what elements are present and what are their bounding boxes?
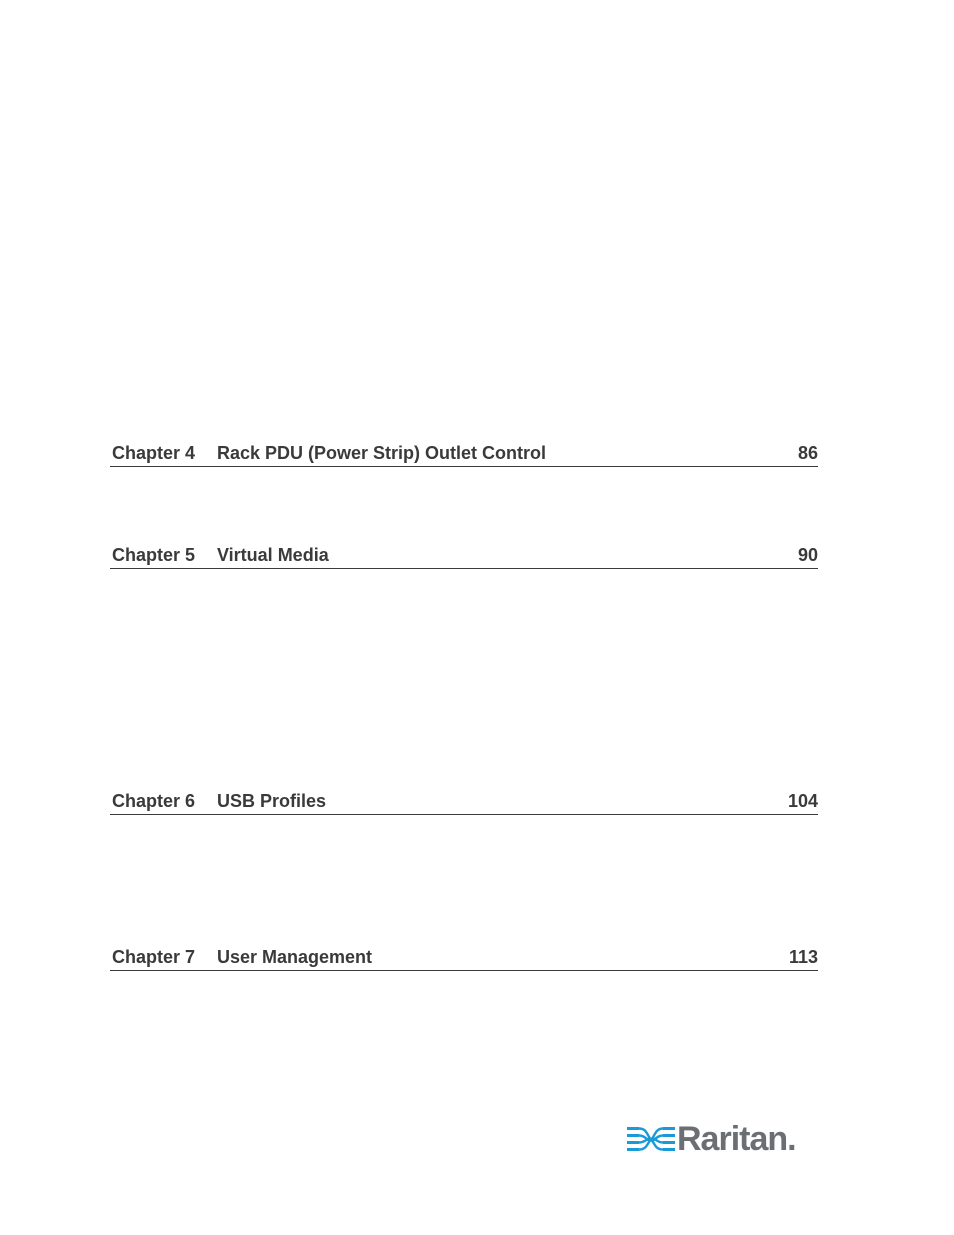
raritan-logo-mark-icon <box>627 1124 675 1156</box>
chapter-number: Chapter 4 <box>112 443 196 463</box>
chapter-number: Chapter 7 <box>112 947 196 967</box>
toc-entry-chapter-7[interactable] <box>110 941 818 971</box>
toc-entry-chapter-4[interactable] <box>110 437 818 467</box>
chapter-title[interactable]: USB Profiles <box>217 791 327 811</box>
toc-entry-chapter-5[interactable] <box>110 539 818 569</box>
chapter-page-number[interactable]: 104 <box>787 791 818 811</box>
raritan-wordmark: Raritan. <box>677 1120 796 1158</box>
chapter-number: Chapter 5 <box>112 545 196 565</box>
chapter-number: Chapter 6 <box>112 791 196 811</box>
chapter-title[interactable]: Virtual Media <box>217 545 329 565</box>
toc-entry-chapter-6[interactable] <box>110 785 818 815</box>
chapter-title[interactable]: Rack PDU (Power Strip) Outlet Control <box>217 443 547 463</box>
chapter-page-number[interactable]: 86 <box>797 443 818 463</box>
chapter-title[interactable]: User Management <box>217 947 373 967</box>
chapter-page-number[interactable]: 90 <box>797 545 818 565</box>
chapter-page-number[interactable]: 113 <box>788 947 818 967</box>
raritan-logo <box>627 1122 797 1162</box>
